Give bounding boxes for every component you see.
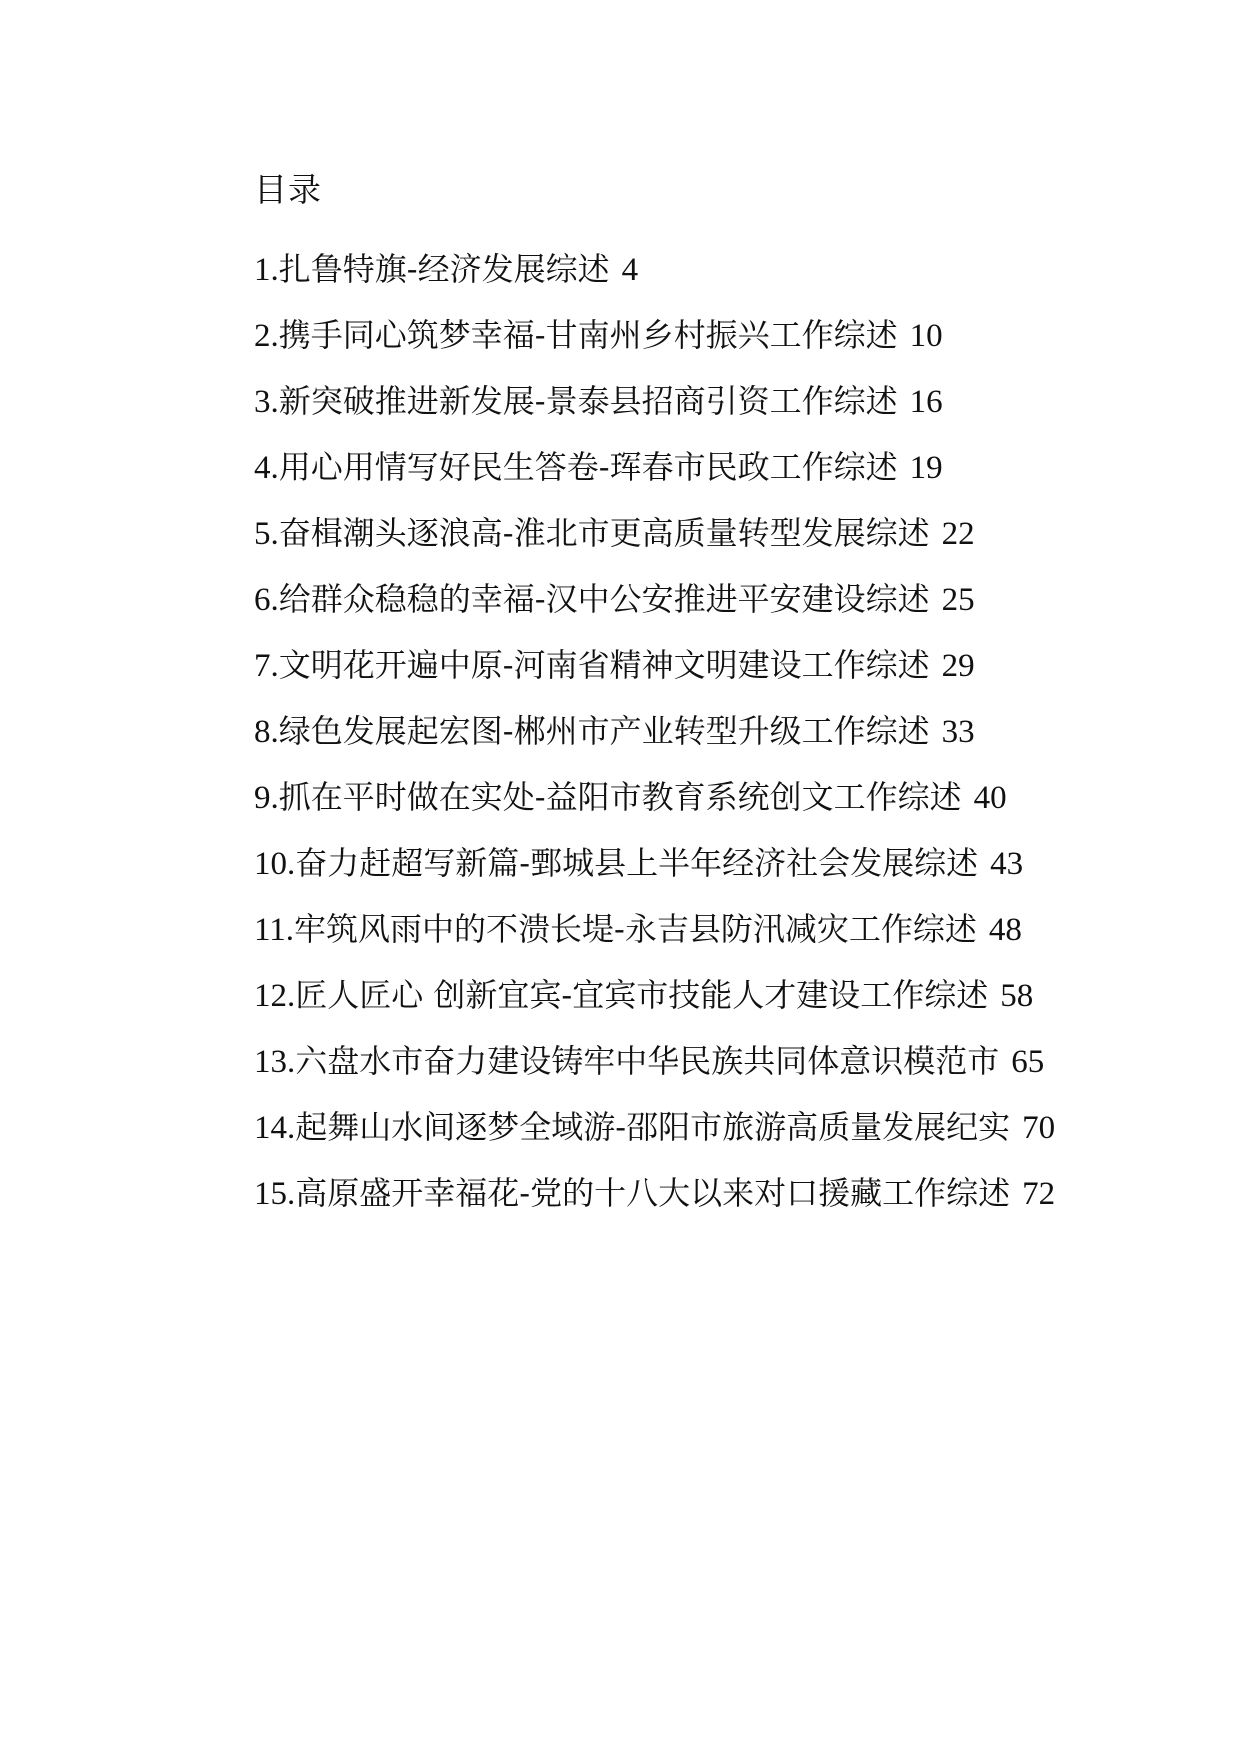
toc-entry-title: 起舞山水间逐梦全域游-邵阳市旅游高质量发展纪实	[295, 1108, 1011, 1146]
toc-entry-number: 5.	[254, 516, 279, 552]
toc-entry-page: 43	[990, 846, 1024, 882]
toc-entry-15[interactable]	[186, 1161, 1056, 1227]
toc-entry-title: 携手同心筑梦幸福-甘南州乡村振兴工作综述	[278, 316, 898, 354]
toc-entry-title: 牢筑风雨中的不溃长堤-永吉县防汛减灾工作综述	[294, 910, 977, 948]
toc-entry-number: 10.	[254, 846, 296, 882]
toc-entry-10[interactable]	[186, 831, 1056, 897]
toc-entry-page: 19	[909, 450, 943, 486]
toc-entry-page: 25	[941, 582, 975, 618]
toc-entry-number: 4.	[254, 450, 279, 486]
toc-entry-title: 奋楫潮头逐浪高-淮北市更高质量转型发展综述	[278, 514, 930, 552]
toc-entry-number: 13.	[254, 1044, 296, 1080]
toc-entry-3[interactable]	[186, 369, 1056, 435]
toc-entry-number: 6.	[254, 582, 279, 618]
toc-entry-5[interactable]	[186, 501, 1056, 567]
toc-entry-14[interactable]	[186, 1095, 1056, 1161]
toc-entry-11[interactable]	[186, 897, 1056, 963]
toc-entry-page: 29	[941, 648, 975, 684]
toc-entry-page: 65	[1011, 1044, 1045, 1080]
toc-entry-title: 用心用情写好民生答卷-珲春市民政工作综述	[278, 448, 898, 486]
toc-entry-page: 16	[909, 384, 943, 420]
toc-entry-7[interactable]	[186, 633, 1056, 699]
toc-entry-6[interactable]	[186, 567, 1056, 633]
toc-entry-title: 文明花开遍中原-河南省精神文明建设工作综述	[278, 646, 930, 684]
toc-entry-title: 匠人匠心 创新宜宾-宜宾市技能人才建设工作综述	[295, 976, 989, 1014]
toc-entry-title: 抓在平时做在实处-益阳市教育系统创文工作综述	[278, 778, 962, 816]
toc-entry-page: 40	[973, 780, 1007, 816]
toc-entry-title: 新突破推进新发展-景泰县招商引资工作综述	[278, 382, 898, 420]
toc-entry-number: 2.	[254, 318, 279, 354]
toc-entry-1[interactable]	[186, 237, 1056, 303]
toc-entry-page: 48	[988, 912, 1022, 948]
toc-entry-title: 高原盛开幸福花-党的十八大以来对口援藏工作综述	[295, 1174, 1011, 1212]
toc-entry-number: 9.	[254, 780, 279, 816]
toc-entry-9[interactable]	[186, 765, 1056, 831]
toc-entry-number: 11.	[254, 912, 295, 948]
toc-entry-title: 六盘水市奋力建设铸牢中华民族共同体意识模范市	[295, 1042, 1000, 1080]
toc-entry-number: 14.	[254, 1110, 296, 1146]
toc-entry-4[interactable]	[186, 435, 1056, 501]
toc-entry-page: 22	[941, 516, 975, 552]
toc-entry-number: 1.	[254, 252, 279, 288]
toc-entry-title: 给群众稳稳的幸福-汉中公安推进平安建设综述	[278, 580, 930, 618]
toc-entry-page: 58	[1000, 978, 1034, 1014]
toc-entry-number: 8.	[254, 714, 279, 750]
toc-entry-title: 奋力赶超写新篇-鄄城县上半年经济社会发展综述	[295, 844, 979, 882]
toc-entry-page: 72	[1022, 1176, 1056, 1212]
toc-entry-number: 3.	[254, 384, 279, 420]
toc-entry-number: 12.	[254, 978, 296, 1014]
toc-entry-8[interactable]	[186, 699, 1056, 765]
toc-entry-number: 15.	[254, 1176, 296, 1212]
toc-entry-page: 70	[1022, 1110, 1056, 1146]
toc-entry-page: 10	[909, 318, 943, 354]
toc-entry-13[interactable]	[186, 1029, 1056, 1095]
toc-list	[186, 237, 1056, 1227]
toc-title: 目录	[254, 170, 322, 209]
toc-entry-page: 4	[621, 252, 639, 288]
toc-entry-title: 扎鲁特旗-经济发展综述	[278, 250, 610, 288]
toc-entry-title: 绿色发展起宏图-郴州市产业转型升级工作综述	[278, 712, 930, 750]
toc-entry-2[interactable]	[186, 303, 1056, 369]
toc-entry-page: 33	[941, 714, 975, 750]
toc-entry-12[interactable]	[186, 963, 1056, 1029]
toc-entry-number: 7.	[254, 648, 279, 684]
